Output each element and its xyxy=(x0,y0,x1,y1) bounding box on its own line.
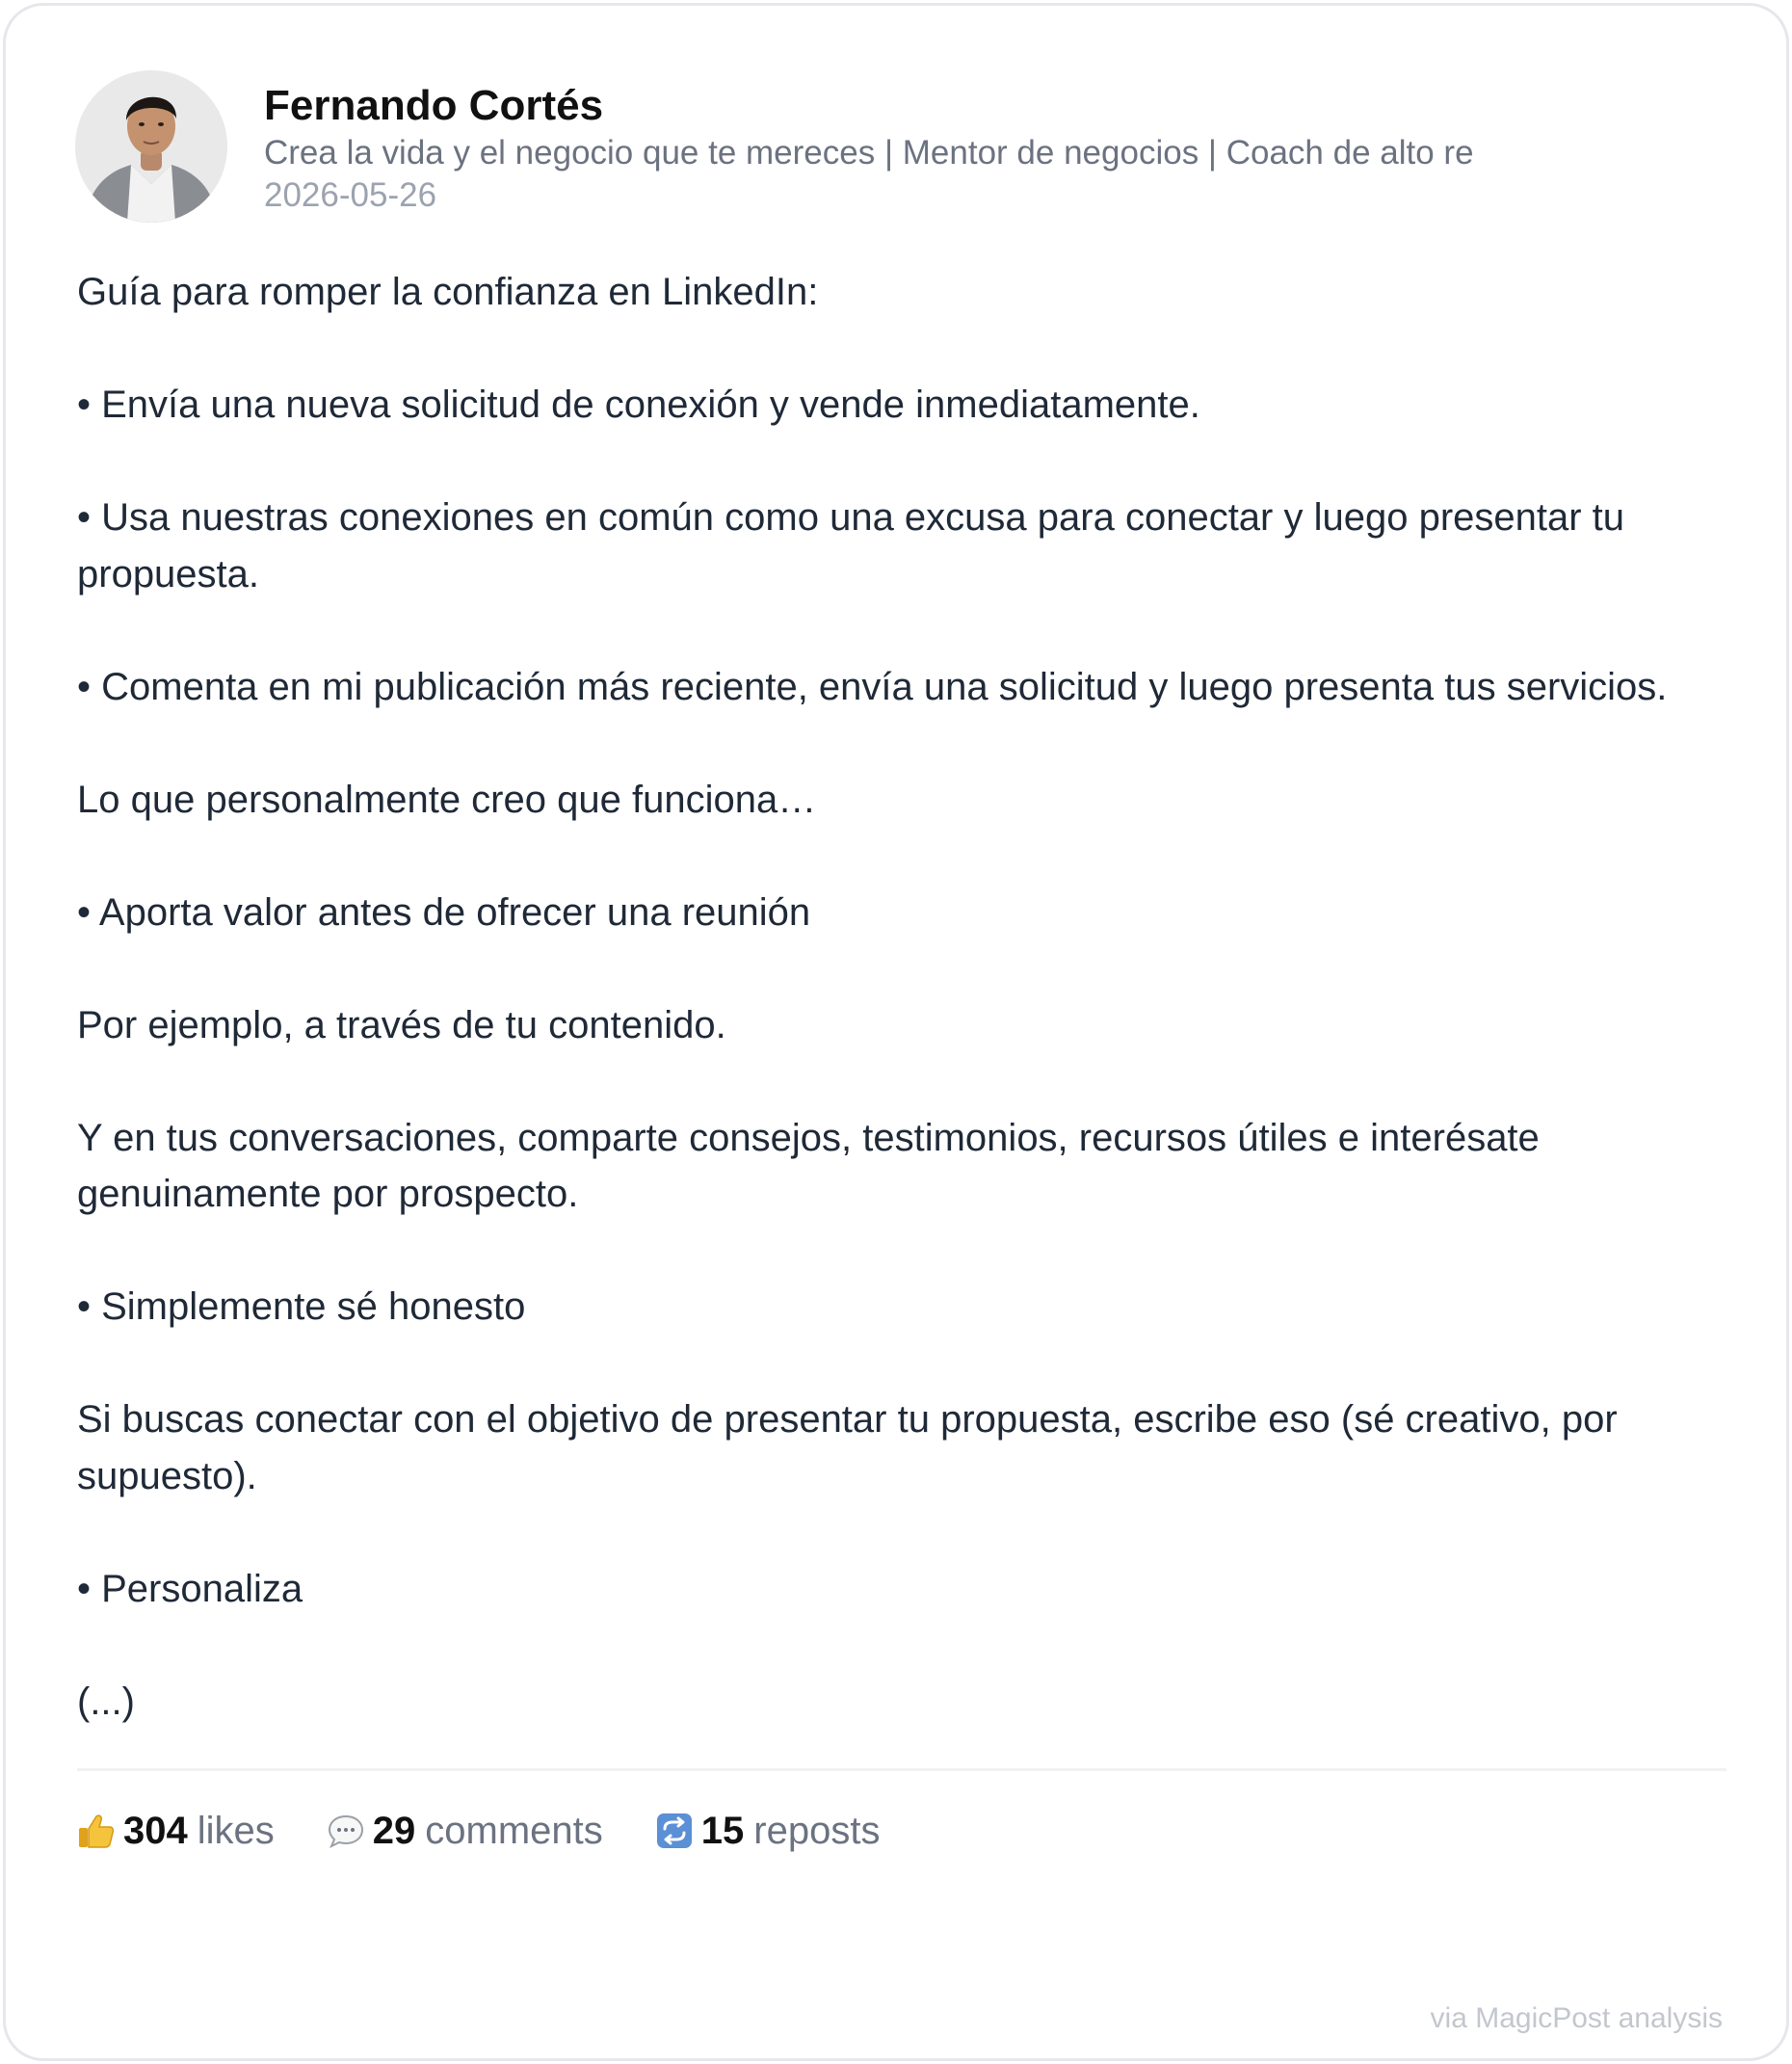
repost-icon xyxy=(655,1812,694,1850)
profile-photo-icon xyxy=(75,70,227,223)
author-name[interactable]: Fernando Cortés xyxy=(264,82,604,129)
reposts-label: reposts xyxy=(753,1810,881,1852)
paragraph-gap xyxy=(77,1223,1734,1280)
paragraph-gap xyxy=(77,1336,1734,1392)
post-paragraph: Guía para romper la confianza en LinkedIn: xyxy=(77,271,819,313)
post-paragraph: Si buscas conectar con el objetivo de presentar tu propuesta, escribe eso (sé creativo, por supuesto). xyxy=(77,1398,1618,1497)
thumbs-up-icon xyxy=(77,1812,116,1850)
post-header xyxy=(75,70,1478,223)
post-body xyxy=(77,264,1734,1730)
post-paragraph: • Envía una nueva solicitud de conexión y vende inmediatamente. xyxy=(77,384,1200,426)
paragraph-gap xyxy=(77,940,1734,997)
post-date: 2026-05-26 xyxy=(264,176,437,214)
paragraph-gap xyxy=(77,828,1734,885)
reposts-count: 15 xyxy=(700,1810,745,1852)
comments-stat[interactable] xyxy=(327,1800,603,1862)
paragraph-gap xyxy=(77,1053,1734,1110)
post-stats xyxy=(77,1800,932,1862)
paragraph-gap xyxy=(77,1617,1734,1674)
avatar[interactable] xyxy=(75,70,227,223)
reposts-stat[interactable] xyxy=(655,1800,881,1862)
post-paragraph: • Comenta en mi publicación más reciente, envía una solicitud y luego presenta tus servicios. xyxy=(77,665,1668,708)
source-note: via MagicPost analysis xyxy=(1430,2002,1723,2034)
post-card xyxy=(3,3,1789,2061)
likes-stat[interactable] xyxy=(77,1800,275,1862)
post-paragraph: • Usa nuestras conexiones en común como una excusa para conectar y luego presentar tu propuesta. xyxy=(77,496,1625,595)
post-paragraph: (...) xyxy=(77,1680,135,1723)
divider xyxy=(77,1768,1726,1771)
author-headline: Crea la vida y el negocio que te mereces | Mentor de negocios | Coach de alto re xyxy=(264,134,1474,172)
likes-label: likes xyxy=(197,1810,275,1852)
post-paragraph: • Personaliza xyxy=(77,1567,303,1610)
post-paragraph: Y en tus conversaciones, comparte consejos, testimonios, recursos útiles e interésate genuinamente por prospecto. xyxy=(77,1116,1540,1215)
comments-count: 29 xyxy=(372,1810,416,1852)
post-paragraph: • Simplemente sé honesto xyxy=(77,1285,526,1328)
post-paragraph: Por ejemplo, a través de tu contenido. xyxy=(77,1003,726,1046)
post-paragraph: • Aporta valor antes de ofrecer una reunión xyxy=(77,890,811,934)
paragraph-gap xyxy=(77,321,1734,378)
paragraph-gap xyxy=(77,434,1734,490)
paragraph-gap xyxy=(77,715,1734,772)
post-paragraph: Lo que personalmente creo que funciona… xyxy=(77,778,817,821)
author-meta xyxy=(264,70,1478,217)
speech-bubble-icon xyxy=(327,1812,365,1850)
comments-label: comments xyxy=(425,1810,603,1852)
paragraph-gap xyxy=(77,1504,1734,1561)
paragraph-gap xyxy=(77,602,1734,659)
likes-count: 304 xyxy=(123,1810,188,1852)
